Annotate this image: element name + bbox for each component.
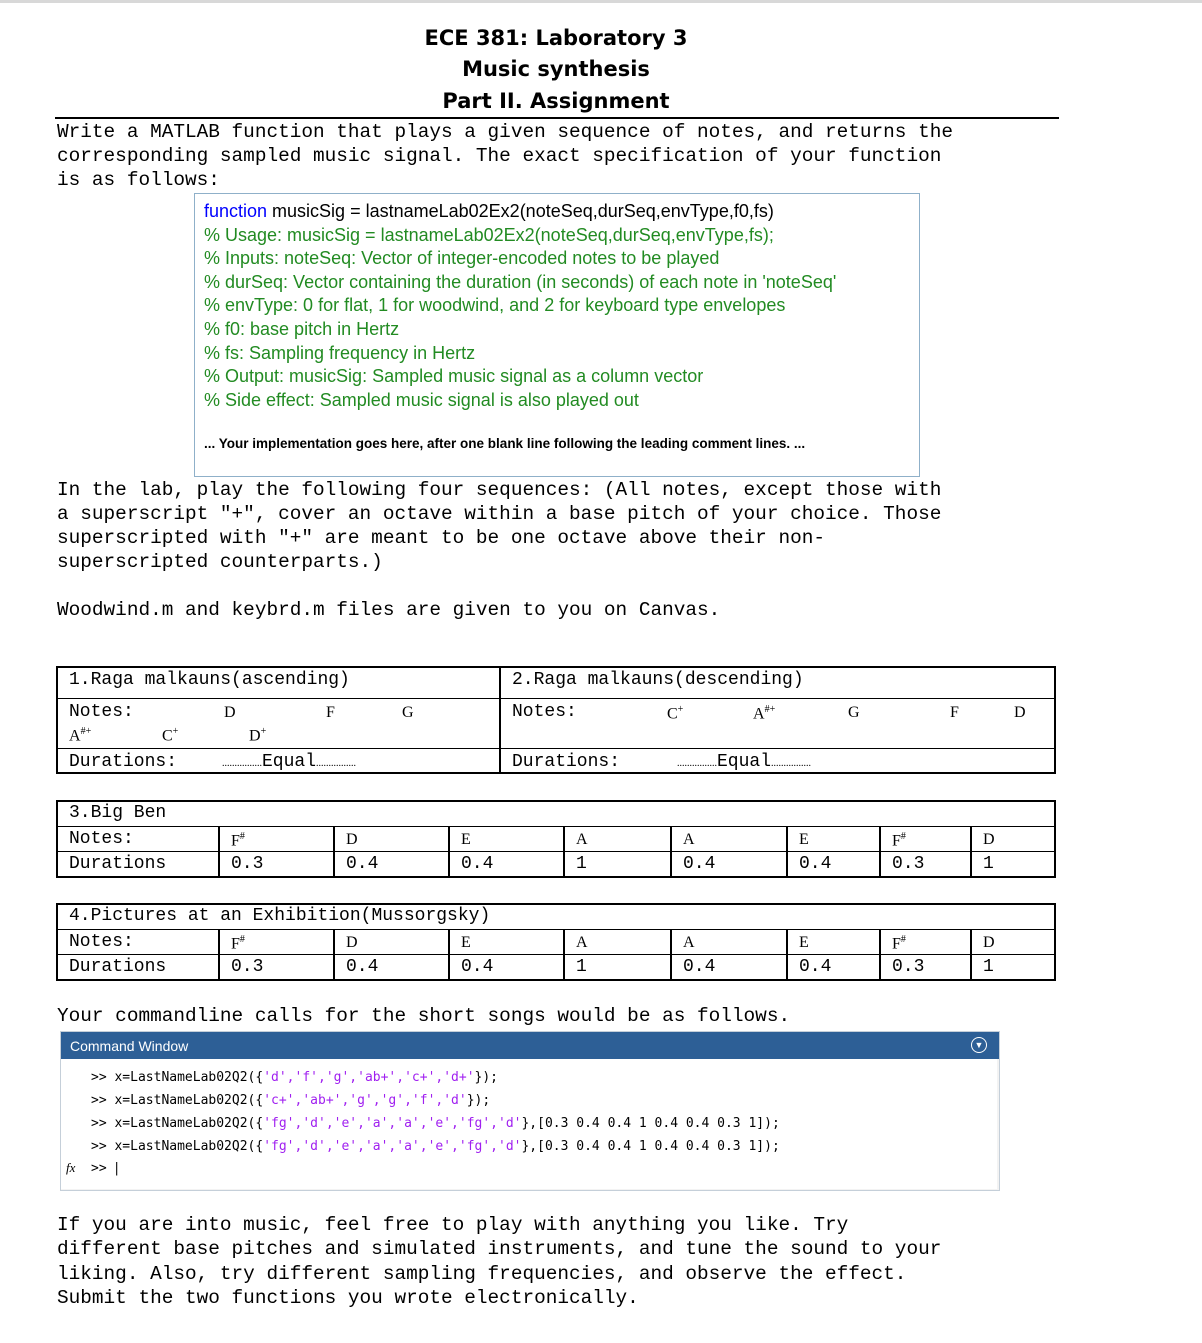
duration: 0.4 xyxy=(461,957,494,977)
implementation-note: ... Your implementation goes here, after one blank line following the leading comment lines. ... xyxy=(204,436,806,451)
lab-instruction-line: superscripted with "+" are meant to be one octave above their non- xyxy=(57,527,825,549)
duration: 0.4 xyxy=(346,957,379,977)
notes-label: Notes: xyxy=(512,702,577,722)
table-divider xyxy=(879,827,881,876)
durations-label: Durations: xyxy=(512,752,621,772)
duration: 0.4 xyxy=(799,957,832,977)
durations-label: Durations xyxy=(69,957,167,977)
durations-label: Durations: xyxy=(69,752,178,772)
duration: 0.4 xyxy=(461,854,494,874)
command-line: >> x=LastNameLab02Q2({'fg','d','e','a','a','e','fg','d'},[0.3 0.4 0.4 1 0.4 0.4 0.3 1]); xyxy=(91,1116,780,1131)
note: E xyxy=(461,831,471,848)
function-signature xyxy=(204,200,774,222)
note: F# xyxy=(231,934,245,953)
note: D xyxy=(346,831,358,848)
duration: 1 xyxy=(576,854,587,874)
files-note: Woodwind.m and keybrd.m files are given to you on Canvas. xyxy=(57,599,721,621)
note: D xyxy=(983,831,995,848)
duration: 0.3 xyxy=(231,854,264,874)
table-divider xyxy=(670,930,672,979)
note: A xyxy=(683,831,695,848)
closing-line: Submit the two functions you wrote electronically. xyxy=(57,1287,639,1309)
command-prompt-input[interactable]: >> | xyxy=(91,1161,119,1176)
table-divider xyxy=(218,930,220,979)
note: A#+ xyxy=(69,726,92,745)
duration: 0.4 xyxy=(346,854,379,874)
code-comment: % Side effect: Sampled music signal is also played out xyxy=(204,390,639,410)
code-comment: % f0: base pitch in Hertz xyxy=(204,319,400,339)
signature-text: musicSig = lastnameLab02Ex2(noteSeq,durSeq,envType,f0,fs) xyxy=(267,201,774,221)
table-divider xyxy=(58,826,1054,827)
duration: 0.4 xyxy=(799,854,832,874)
page-top-border xyxy=(0,0,1202,3)
big-ben-table xyxy=(56,800,1056,878)
table-divider xyxy=(970,827,972,876)
intro-line: Write a MATLAB function that plays a given sequence of notes, and returns the xyxy=(57,121,953,143)
command-window xyxy=(60,1031,1000,1191)
lab-instruction-line: In the lab, play the following four sequences: (All notes, except those with xyxy=(57,479,942,501)
header-rule xyxy=(55,117,1059,119)
duration: 0.3 xyxy=(892,854,925,874)
lab-instruction-line: a superscript "+", cover an octave within a base pitch of your choice. Those xyxy=(57,503,942,525)
intro-line: is as follows: xyxy=(57,169,220,191)
code-comment: % Output: musicSig: Sampled music signal as a column vector xyxy=(204,366,704,386)
table-divider xyxy=(58,748,1054,749)
code-comment: % Usage: musicSig = lastnameLab02Ex2(noteSeq,durSeq,envType,fs); xyxy=(204,225,774,245)
note: F xyxy=(326,704,335,721)
note: E xyxy=(799,831,809,848)
note: A#+ xyxy=(753,704,776,723)
code-comment: % fs: Sampling frequency in Hertz xyxy=(204,343,476,363)
raga-descending-title: 2.Raga malkauns(descending) xyxy=(512,670,804,690)
command-window-header xyxy=(61,1032,999,1059)
table-divider xyxy=(499,668,501,772)
function-spec-box xyxy=(194,193,920,477)
table-divider xyxy=(448,930,450,979)
table-divider xyxy=(563,930,565,979)
table-divider xyxy=(333,827,335,876)
note: F xyxy=(950,704,959,721)
pictures-table xyxy=(56,903,1056,981)
table-divider xyxy=(218,827,220,876)
closing-line: different base pitches and simulated instruments, and tune the sound to your xyxy=(57,1238,942,1260)
notes-label: Notes: xyxy=(69,932,134,952)
durations-equal: ................Equal................ xyxy=(677,752,812,772)
chevron-down-icon[interactable]: ▼ xyxy=(971,1037,987,1053)
note: D+ xyxy=(249,726,267,745)
table-divider xyxy=(58,954,1054,955)
note: D xyxy=(983,934,995,951)
note: D xyxy=(224,704,236,721)
command-line: >> x=LastNameLab02Q2({'c+','ab+','g','g','f','d'}); xyxy=(91,1093,491,1108)
note: C+ xyxy=(162,726,179,745)
pictures-title: 4.Pictures at an Exhibition(Mussorgsky) xyxy=(69,906,491,926)
table-divider xyxy=(670,827,672,876)
note: E xyxy=(799,934,809,951)
note: G xyxy=(402,704,414,721)
duration: 0.3 xyxy=(231,957,264,977)
note: F# xyxy=(892,934,906,953)
table-divider xyxy=(786,930,788,979)
table-divider xyxy=(879,930,881,979)
command-line: >> x=LastNameLab02Q2({'d','f','g','ab+','c+','d+'}); xyxy=(91,1070,499,1085)
notes-label: Notes: xyxy=(69,829,134,849)
table-divider xyxy=(58,698,1054,699)
command-intro: Your commandline calls for the short songs would be as follows. xyxy=(57,1005,791,1027)
note: A xyxy=(576,934,588,951)
lab-title: ECE 381: Laboratory 3 xyxy=(424,26,688,50)
code-comment: % envType: 0 for flat, 1 for woodwind, and 2 for keyboard type envelopes xyxy=(204,295,786,315)
duration: 1 xyxy=(983,957,994,977)
table-divider xyxy=(563,827,565,876)
note: A xyxy=(683,934,695,951)
intro-line: corresponding sampled music signal. The exact specification of your function xyxy=(57,145,942,167)
code-comment: % Inputs: noteSeq: Vector of integer-encoded notes to be played xyxy=(204,248,720,268)
lab-instruction-line: superscripted counterparts.) xyxy=(57,551,383,573)
note: F# xyxy=(892,831,906,850)
durations-label: Durations xyxy=(69,854,167,874)
closing-line: If you are into music, feel free to play with anything you like. Try xyxy=(57,1214,849,1236)
duration: 1 xyxy=(983,854,994,874)
duration: 0.4 xyxy=(683,854,716,874)
durations-equal: ................Equal................ xyxy=(222,752,357,772)
big-ben-title: 3.Big Ben xyxy=(69,803,167,823)
note: E xyxy=(461,934,471,951)
raga-ascending-title: 1.Raga malkauns(ascending) xyxy=(69,670,350,690)
duration: 0.3 xyxy=(892,957,925,977)
code-comment: % durSeq: Vector containing the duration (in seconds) of each note in 'noteSeq' xyxy=(204,272,837,292)
table-divider xyxy=(448,827,450,876)
notes-label: Notes: xyxy=(69,702,134,722)
note: A xyxy=(576,831,588,848)
table-divider xyxy=(58,851,1054,852)
table-divider xyxy=(58,929,1054,930)
note: G xyxy=(848,704,860,721)
fx-icon[interactable]: fx xyxy=(66,1160,76,1175)
note: D xyxy=(346,934,358,951)
note: D xyxy=(1014,704,1026,721)
duration: 0.4 xyxy=(683,957,716,977)
command-window-body[interactable] xyxy=(61,1059,997,1189)
function-keyword: function xyxy=(204,201,268,221)
command-line: >> x=LastNameLab02Q2({'fg','d','e','a','a','e','fg','d'},[0.3 0.4 0.4 1 0.4 0.4 0.3 1]); xyxy=(91,1139,780,1154)
note: F# xyxy=(231,831,245,850)
command-window-title: Command Window xyxy=(70,1038,189,1054)
table-divider xyxy=(333,930,335,979)
duration: 1 xyxy=(576,957,587,977)
closing-line: liking. Also, try different sampling frequencies, and observe the effect. xyxy=(57,1263,907,1285)
table-divider xyxy=(786,827,788,876)
raga-table xyxy=(56,666,1056,774)
part-title: Part II. Assignment xyxy=(442,89,670,113)
lab-subtitle: Music synthesis xyxy=(462,57,650,81)
table-divider xyxy=(970,930,972,979)
note: C+ xyxy=(667,704,684,723)
